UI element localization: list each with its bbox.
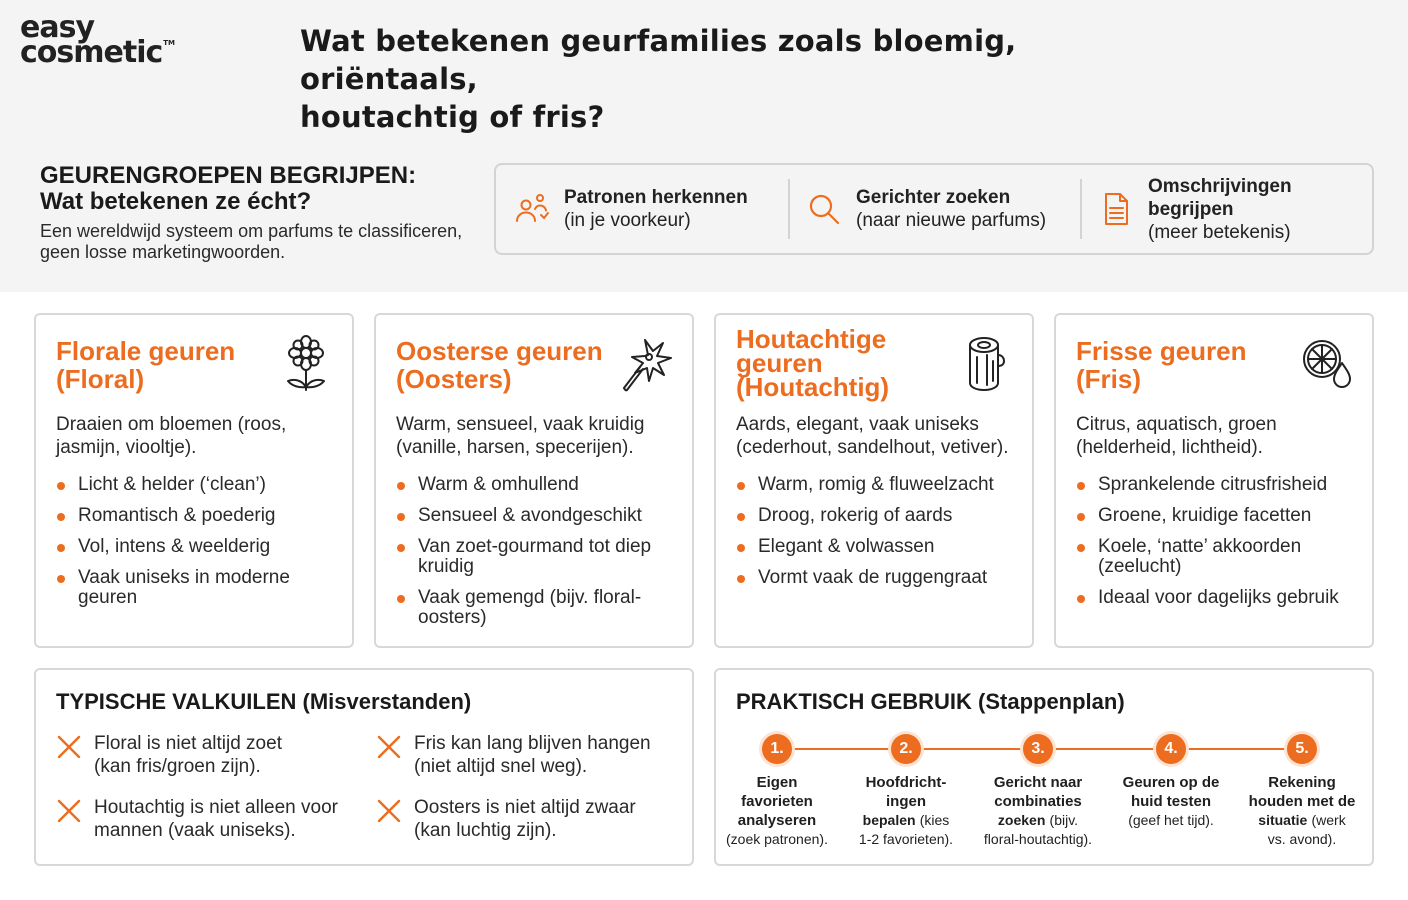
list-item: Van zoet-gourmand tot diep kruidig <box>396 537 681 577</box>
list-item: Sprankelende citrusfrisheid <box>1076 475 1361 495</box>
trademark: TM <box>163 38 176 47</box>
list-item: Romantisch & poederig <box>56 506 341 526</box>
citrus-drop-icon <box>1298 333 1354 393</box>
card-bullets <box>1076 475 1361 619</box>
benefit-patterns <box>496 165 788 253</box>
pitfalls-heading: TYPISCHE VALKUILEN (Misverstanden) <box>56 689 472 714</box>
list-item: Vaak uniseks in moderne geuren <box>56 568 341 608</box>
intro-heading: GEURENGROEPEN BEGRIJPEN: Wat betekenen ze écht? <box>40 162 417 215</box>
list-item: Vaak gemengd (bijv. floral-oosters) <box>396 588 681 628</box>
benefits-bar <box>494 163 1374 255</box>
list-item: Droog, rokerig of aards <box>736 506 1021 526</box>
list-item: Groene, kruidige facetten <box>1076 506 1361 526</box>
benefit-title: Patronen herkennen <box>564 187 748 208</box>
pitfall-item: Oosters is niet altijd zwaar (kan luchtig zijn). <box>376 796 676 842</box>
benefit-sub: (naar nieuwe parfums) <box>856 210 1047 231</box>
cross-icon <box>56 732 82 758</box>
step-5: 5. Rekening houden met de situatie (werk vs. avond). <box>1237 734 1367 849</box>
card-bullets <box>736 475 1021 599</box>
step-number: 2. <box>891 734 921 764</box>
list-item: Koele, ‘natte’ akkoorden (zeelucht) <box>1076 537 1361 577</box>
intro-section <box>40 163 480 263</box>
card-description: Warm, sensueel, vaak kruidig (vanille, harsen, specerijen). <box>396 414 645 458</box>
card-bullets <box>56 475 341 619</box>
people-icon <box>514 191 550 227</box>
list-item: Vol, intens & weelderig <box>56 537 341 557</box>
cross-icon <box>56 796 82 822</box>
step-number: 4. <box>1156 734 1186 764</box>
card-description: Draaien om bloemen (roos, jasmijn, viooltje). <box>56 414 287 458</box>
card-title: Oosterse geuren (Oosters) <box>396 336 603 394</box>
benefit-sub: (meer betekenis) <box>1148 221 1291 243</box>
benefit-descriptions <box>1080 165 1372 253</box>
card-oriental <box>374 313 694 648</box>
benefit-title: Omschrijvingen begrijpen <box>1148 175 1292 220</box>
brand-logo-line2: cosmetic <box>20 34 163 70</box>
brand-logo-line1: easy <box>20 10 95 45</box>
step-number: 3. <box>1023 734 1053 764</box>
card-bullets <box>396 475 681 639</box>
card-description: Aards, elegant, vaak uniseks (cederhout, sandelhout, vetiver). <box>736 414 1009 458</box>
card-floral <box>34 313 354 648</box>
benefit-search <box>788 165 1080 253</box>
page-title: Wat betekenen geurfamilies zoals bloemig, oriëntaals, houtachtig of fris? <box>300 24 1017 134</box>
card-description: Citrus, aquatisch, groen (helderheid, lichtheid). <box>1076 414 1277 458</box>
intro-text: Een wereldwijd systeem om parfums te classificeren, geen losse marketingwoorden. <box>40 221 463 262</box>
pitfall-item: Houtachtig is niet alleen voor mannen (vaak uniseks). <box>56 796 356 842</box>
pitfall-item: Fris kan lang blijven hangen (niet altijd snel weg). <box>376 732 676 778</box>
practical-panel <box>714 668 1374 866</box>
step-number: 5. <box>1287 734 1317 764</box>
benefit-title: Gerichter zoeken <box>856 187 1011 208</box>
wood-log-icon <box>958 333 1014 393</box>
document-icon <box>1098 191 1134 227</box>
list-item: Elegant & volwassen <box>736 537 1021 557</box>
pitfalls-panel <box>34 668 694 866</box>
card-fresh <box>1054 313 1374 648</box>
vanilla-flower-icon <box>618 333 674 393</box>
list-item: Ideaal voor dagelijks gebruik <box>1076 588 1361 608</box>
brand-logo[interactable] <box>20 10 176 70</box>
step-2: 2. Hoofdricht- ingen bepalen (kies 1-2 favorieten). <box>841 734 971 849</box>
step-1: 1. Eigen favorieten analyseren (zoek patronen). <box>712 734 842 849</box>
card-title: Florale geuren (Floral) <box>56 336 236 394</box>
list-item: Sensueel & avondgeschikt <box>396 506 681 526</box>
list-item: Warm, romig & fluweelzacht <box>736 475 1021 495</box>
cross-icon <box>376 796 402 822</box>
practical-heading: PRAKTISCH GEBRUIK (Stappenplan) <box>736 689 1125 714</box>
list-item: Licht & helder (‘clean’) <box>56 475 341 495</box>
card-title: Houtachtige geuren (Houtachtig) <box>736 324 890 402</box>
card-title: Frisse geuren (Fris) <box>1076 336 1247 394</box>
step-4: 4. Geuren op de huid testen (geef het tijd). <box>1106 734 1236 830</box>
benefit-sub: (in je voorkeur) <box>564 210 691 231</box>
list-item: Warm & omhullend <box>396 475 681 495</box>
list-item: Vormt vaak de ruggengraat <box>736 568 1021 588</box>
card-woody <box>714 313 1034 648</box>
flower-icon <box>278 333 334 393</box>
step-3: 3. Gericht naar combinaties zoeken (bijv. floral-houtachtig). <box>973 734 1103 849</box>
pitfall-item: Floral is niet altijd zoet (kan fris/groen zijn). <box>56 732 356 778</box>
search-icon <box>806 191 842 227</box>
step-number: 1. <box>762 734 792 764</box>
cross-icon <box>376 732 402 758</box>
